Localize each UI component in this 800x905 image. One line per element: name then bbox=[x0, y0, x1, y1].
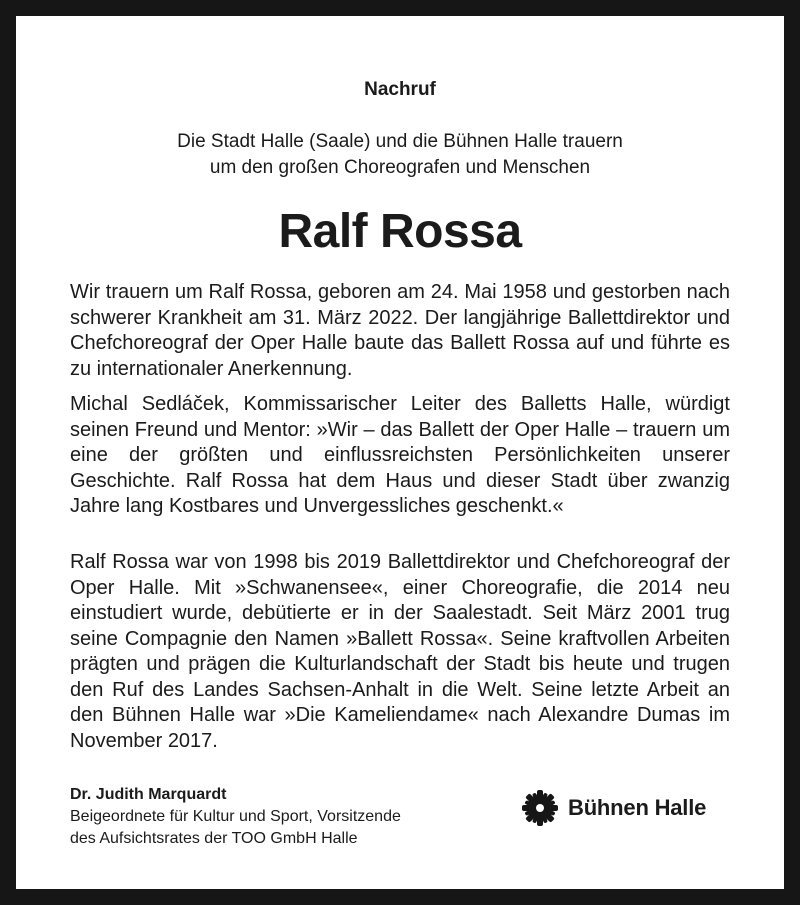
notice-label: Nachruf bbox=[364, 79, 436, 100]
signature-block bbox=[70, 784, 401, 850]
deceased-name: Ralf Rossa bbox=[278, 205, 522, 258]
logo-text: Bühnen Halle bbox=[568, 795, 707, 820]
signature-title-line-1: Beigeordnete für Kultur und Sport, Vorsitzende bbox=[70, 808, 401, 825]
intro-line-2: um den großen Choreografen und Menschen bbox=[209, 157, 591, 178]
signature-title-line-2: des Aufsichtsrates der TOO GmbH Halle bbox=[70, 830, 358, 847]
paragraph-career: Ralf Rossa war von 1998 bis 2019 Ballettdirektor und Chefchoreograf der Oper Halle. Mit »Schwanensee«, einer Choreografie, die 2014 neu einstudiert wurde, debütierte er in der Saalestadt. Seit März 2001 trug seine Compagnie den Namen »Ballett Rossa«. Seine kraftvollen Arbeiten prägten und prägen die Kulturlandschaft der Stadt bis heute und trugen den Ruf des Landes Sachsen-Anhalt in die Welt. Seine letzte Arbeit an den Bühnen Halle war »Die Kameliendame« nach Alexandre Dumas im November 2017. bbox=[70, 551, 730, 752]
asterisk-star-icon bbox=[520, 788, 560, 828]
signature-name: Dr. Judith Marquardt bbox=[70, 786, 227, 803]
paragraph-biography: Wir trauern um Ralf Rossa, geboren am 24. Mai 1958 und gestorben nach schwerer Krankheit am 31. März 2022. Der langjährige Ballettdirektor und Chefchoreograf der Oper Halle baute das Ballett Rossa auf und führte es zu internationaler Anerkennung. bbox=[70, 281, 730, 380]
buehnen-halle-logo bbox=[520, 788, 706, 828]
intro-line-1: Die Stadt Halle (Saale) und die Bühnen Halle trauern bbox=[177, 131, 623, 152]
paragraph-tribute: Michal Sedláček, Kommissarischer Leiter des Balletts Halle, würdigt seinen Freund und Mentor: »Wir – das Ballett der Oper Halle – trauern um eine der größten und einflussreichsten Persönlichkeiten unserer Geschichte. Ralf Rossa hat dem Haus und dieser Stadt über zwanzig Jahre lang Kostbares und Unvergessliches geschenkt.« bbox=[70, 393, 730, 517]
intro-text bbox=[16, 129, 784, 181]
